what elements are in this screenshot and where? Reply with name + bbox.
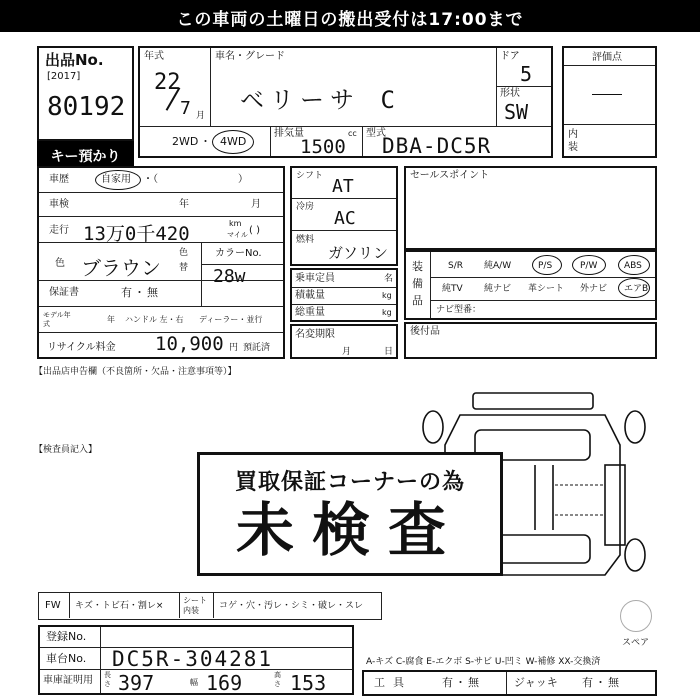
- month-value: 7: [180, 98, 191, 119]
- shift-label: シフト: [296, 171, 324, 181]
- haikiryo-unit: cc: [348, 129, 357, 138]
- nenryo-label: 燃料: [296, 235, 315, 245]
- recycle-unit: 円: [229, 343, 239, 353]
- shift-value: AT: [332, 176, 354, 197]
- dealer-label: ディーラー・並行: [199, 315, 263, 324]
- teiin-unit: 名: [384, 274, 394, 284]
- shareki-selected: 自家用: [101, 174, 131, 185]
- drive-sep: ・: [200, 135, 211, 148]
- reibo-label: 冷房: [296, 202, 315, 212]
- door-label: ドア: [500, 51, 520, 62]
- hyoka-label: 評価点: [592, 52, 622, 63]
- drive-2wd: 2WD: [172, 135, 199, 148]
- shuppin-no-label: 出品No.: [45, 51, 104, 69]
- equip-ps-circle: [532, 255, 562, 275]
- shamei-value: ベリーサ C: [240, 86, 401, 114]
- meigi-month: 月: [342, 347, 352, 357]
- spare-tire-icon: [620, 600, 652, 632]
- iro-kae: 色替: [179, 248, 189, 273]
- lot-number-box: [37, 46, 134, 141]
- seat-items: コゲ・穴・汚レ・シミ・破レ・スレ: [219, 601, 364, 611]
- banner-text: この車両の土曜日の搬出受付は17:00まで: [176, 10, 524, 30]
- model-year-unit: 年: [107, 315, 115, 324]
- naga-value: 397: [118, 671, 155, 695]
- spare-label: スペア: [622, 638, 650, 648]
- haba-value: 169: [206, 671, 243, 695]
- taka-label: 高さ: [274, 671, 281, 688]
- shuppinten-label: 【出品店申告欄（不良箇所・欠品・注意事項等）】: [34, 367, 237, 377]
- soko-unit-mile: マイル: [227, 231, 248, 239]
- shareki-label: 車歴: [49, 174, 69, 185]
- equip-box: [404, 250, 657, 320]
- shareki-circle: [95, 170, 141, 190]
- shareki-rest: ・（ ）: [143, 174, 248, 185]
- top-banner: [0, 0, 700, 32]
- equip-airbag-circle: [618, 278, 650, 298]
- keijo-value: SW: [504, 100, 529, 124]
- shamei-label: 車名・グレード: [215, 51, 285, 62]
- katashiki-label: 型式: [366, 128, 386, 139]
- weight-box: [290, 268, 398, 322]
- nenshiki-label: 年式: [144, 51, 164, 62]
- navi-label: ナビ型番：: [436, 305, 482, 315]
- equip-abs: ABS: [624, 261, 642, 271]
- equip-label: 装備品: [412, 260, 423, 307]
- year-tag: [2017]: [47, 71, 81, 82]
- recycle-label: リサイクル料金: [47, 342, 116, 353]
- sekisai-label: 積載量: [295, 290, 325, 301]
- shaken-label: 車検: [49, 199, 69, 210]
- kensain-label: 【検査員記入】: [34, 445, 98, 455]
- equip-tv: 純TV: [442, 284, 463, 294]
- iro-value: ブラウン: [81, 256, 161, 280]
- equip-pw: P/W: [580, 261, 598, 271]
- seat-label: シート内装: [183, 596, 207, 615]
- color-no-label: カラーNo.: [215, 248, 262, 259]
- stamp-line2: 未検査: [235, 496, 464, 564]
- kogu-label: 工具: [374, 676, 412, 689]
- equip-extnavi: 外ナビ: [580, 284, 608, 294]
- equip-abs-circle: [618, 255, 650, 275]
- sales-point-label: セールスポイント: [410, 170, 490, 181]
- naga-label: 長さ: [104, 671, 111, 688]
- reibo-value: AC: [334, 208, 356, 229]
- damage-legend: A-キズ C-腐食 E-エクボ S-サビ U-凹ミ W-補修 XX-交換済: [366, 657, 601, 667]
- shadai-label: 車台No.: [46, 652, 87, 665]
- jack-label: ジャッキ: [514, 676, 558, 689]
- hoshosho-label: 保証書: [49, 287, 79, 298]
- shakensho-label: 車庫証明用: [43, 675, 93, 686]
- meigi-day: 日: [384, 347, 394, 357]
- fw-items: キズ・トビ石・割レ×: [75, 601, 164, 611]
- fw-label: FW: [45, 600, 61, 611]
- nenshiki-value: 22: [154, 70, 181, 95]
- equip-pw-circle: [572, 255, 606, 275]
- month-unit: 月: [196, 111, 206, 121]
- haikiryo-value: 1500: [300, 136, 346, 158]
- haikiryo-label: 排気量: [274, 128, 304, 139]
- door-value: 5: [520, 62, 533, 86]
- keijo-label: 形状: [500, 88, 520, 99]
- teiin-label: 乗車定員: [295, 273, 335, 284]
- equip-navi: 純ナビ: [484, 284, 512, 294]
- mid-fields-box: [290, 166, 398, 266]
- equip-ps: P/S: [538, 261, 553, 271]
- drive-4wd-circle: [212, 130, 254, 154]
- equip-leather: 革シート: [528, 284, 565, 294]
- meigi-box: [290, 324, 398, 359]
- header-main-box: [138, 46, 553, 158]
- sekisai-unit: kg: [382, 291, 392, 300]
- jack-value: 有・無: [582, 676, 621, 689]
- naiso-label: 内装: [568, 129, 578, 153]
- soko-paren: ( ): [249, 225, 260, 236]
- recycle-value: 10,900: [155, 333, 224, 355]
- handle-label: ハンドル 左・右: [125, 315, 184, 324]
- soko-unit-km: km: [229, 219, 242, 228]
- hyoka-box: [562, 46, 657, 158]
- soko-label: 走行: [49, 225, 69, 236]
- hoshosho-value: 有・無: [121, 286, 160, 299]
- iro-label: 色: [55, 258, 65, 269]
- shaken-month: 月: [251, 199, 261, 210]
- haba-label: 幅: [190, 678, 198, 687]
- katashiki-value: DBA-DC5R: [382, 134, 492, 158]
- model-year-label: モデル年式: [43, 311, 71, 328]
- tools-box: [362, 670, 657, 696]
- equip-sr: S/R: [448, 261, 463, 271]
- registration-table: [38, 625, 354, 695]
- left-fields-box: [37, 166, 285, 359]
- drive-4wd: 4WD: [220, 135, 247, 148]
- equip-airbag: エアB: [624, 284, 649, 294]
- sojuryo-unit: kg: [382, 308, 392, 317]
- shadai-value: DC5R-304281: [112, 647, 274, 671]
- atozuke-label: 後付品: [410, 326, 440, 337]
- shaken-year: 年: [179, 199, 189, 210]
- toroku-label: 登録No.: [46, 630, 87, 643]
- sojuryo-label: 総重量: [295, 307, 325, 318]
- condition-row: [38, 592, 382, 620]
- nenryo-value: ガソリン: [328, 244, 389, 262]
- key-badge-text: キー預かり: [50, 149, 121, 165]
- stamp-line1: 買取保証コーナーの為: [234, 470, 465, 495]
- equip-aw: 純A/W: [484, 261, 512, 271]
- atozuke-box: [404, 322, 657, 359]
- sales-point-box: [404, 166, 657, 250]
- lot-number: 80192: [47, 92, 126, 122]
- taka-value: 153: [290, 671, 327, 695]
- recycle-note: 預託済: [243, 343, 271, 353]
- key-badge: [37, 141, 134, 168]
- soko-value: 13万0千420: [83, 223, 190, 245]
- kogu-value: 有・無: [442, 676, 481, 689]
- color-no-value: 28w: [213, 266, 246, 287]
- uninspected-stamp: [197, 452, 503, 576]
- hyoka-dash: [592, 94, 622, 95]
- meigi-label: 名変期限: [295, 329, 335, 340]
